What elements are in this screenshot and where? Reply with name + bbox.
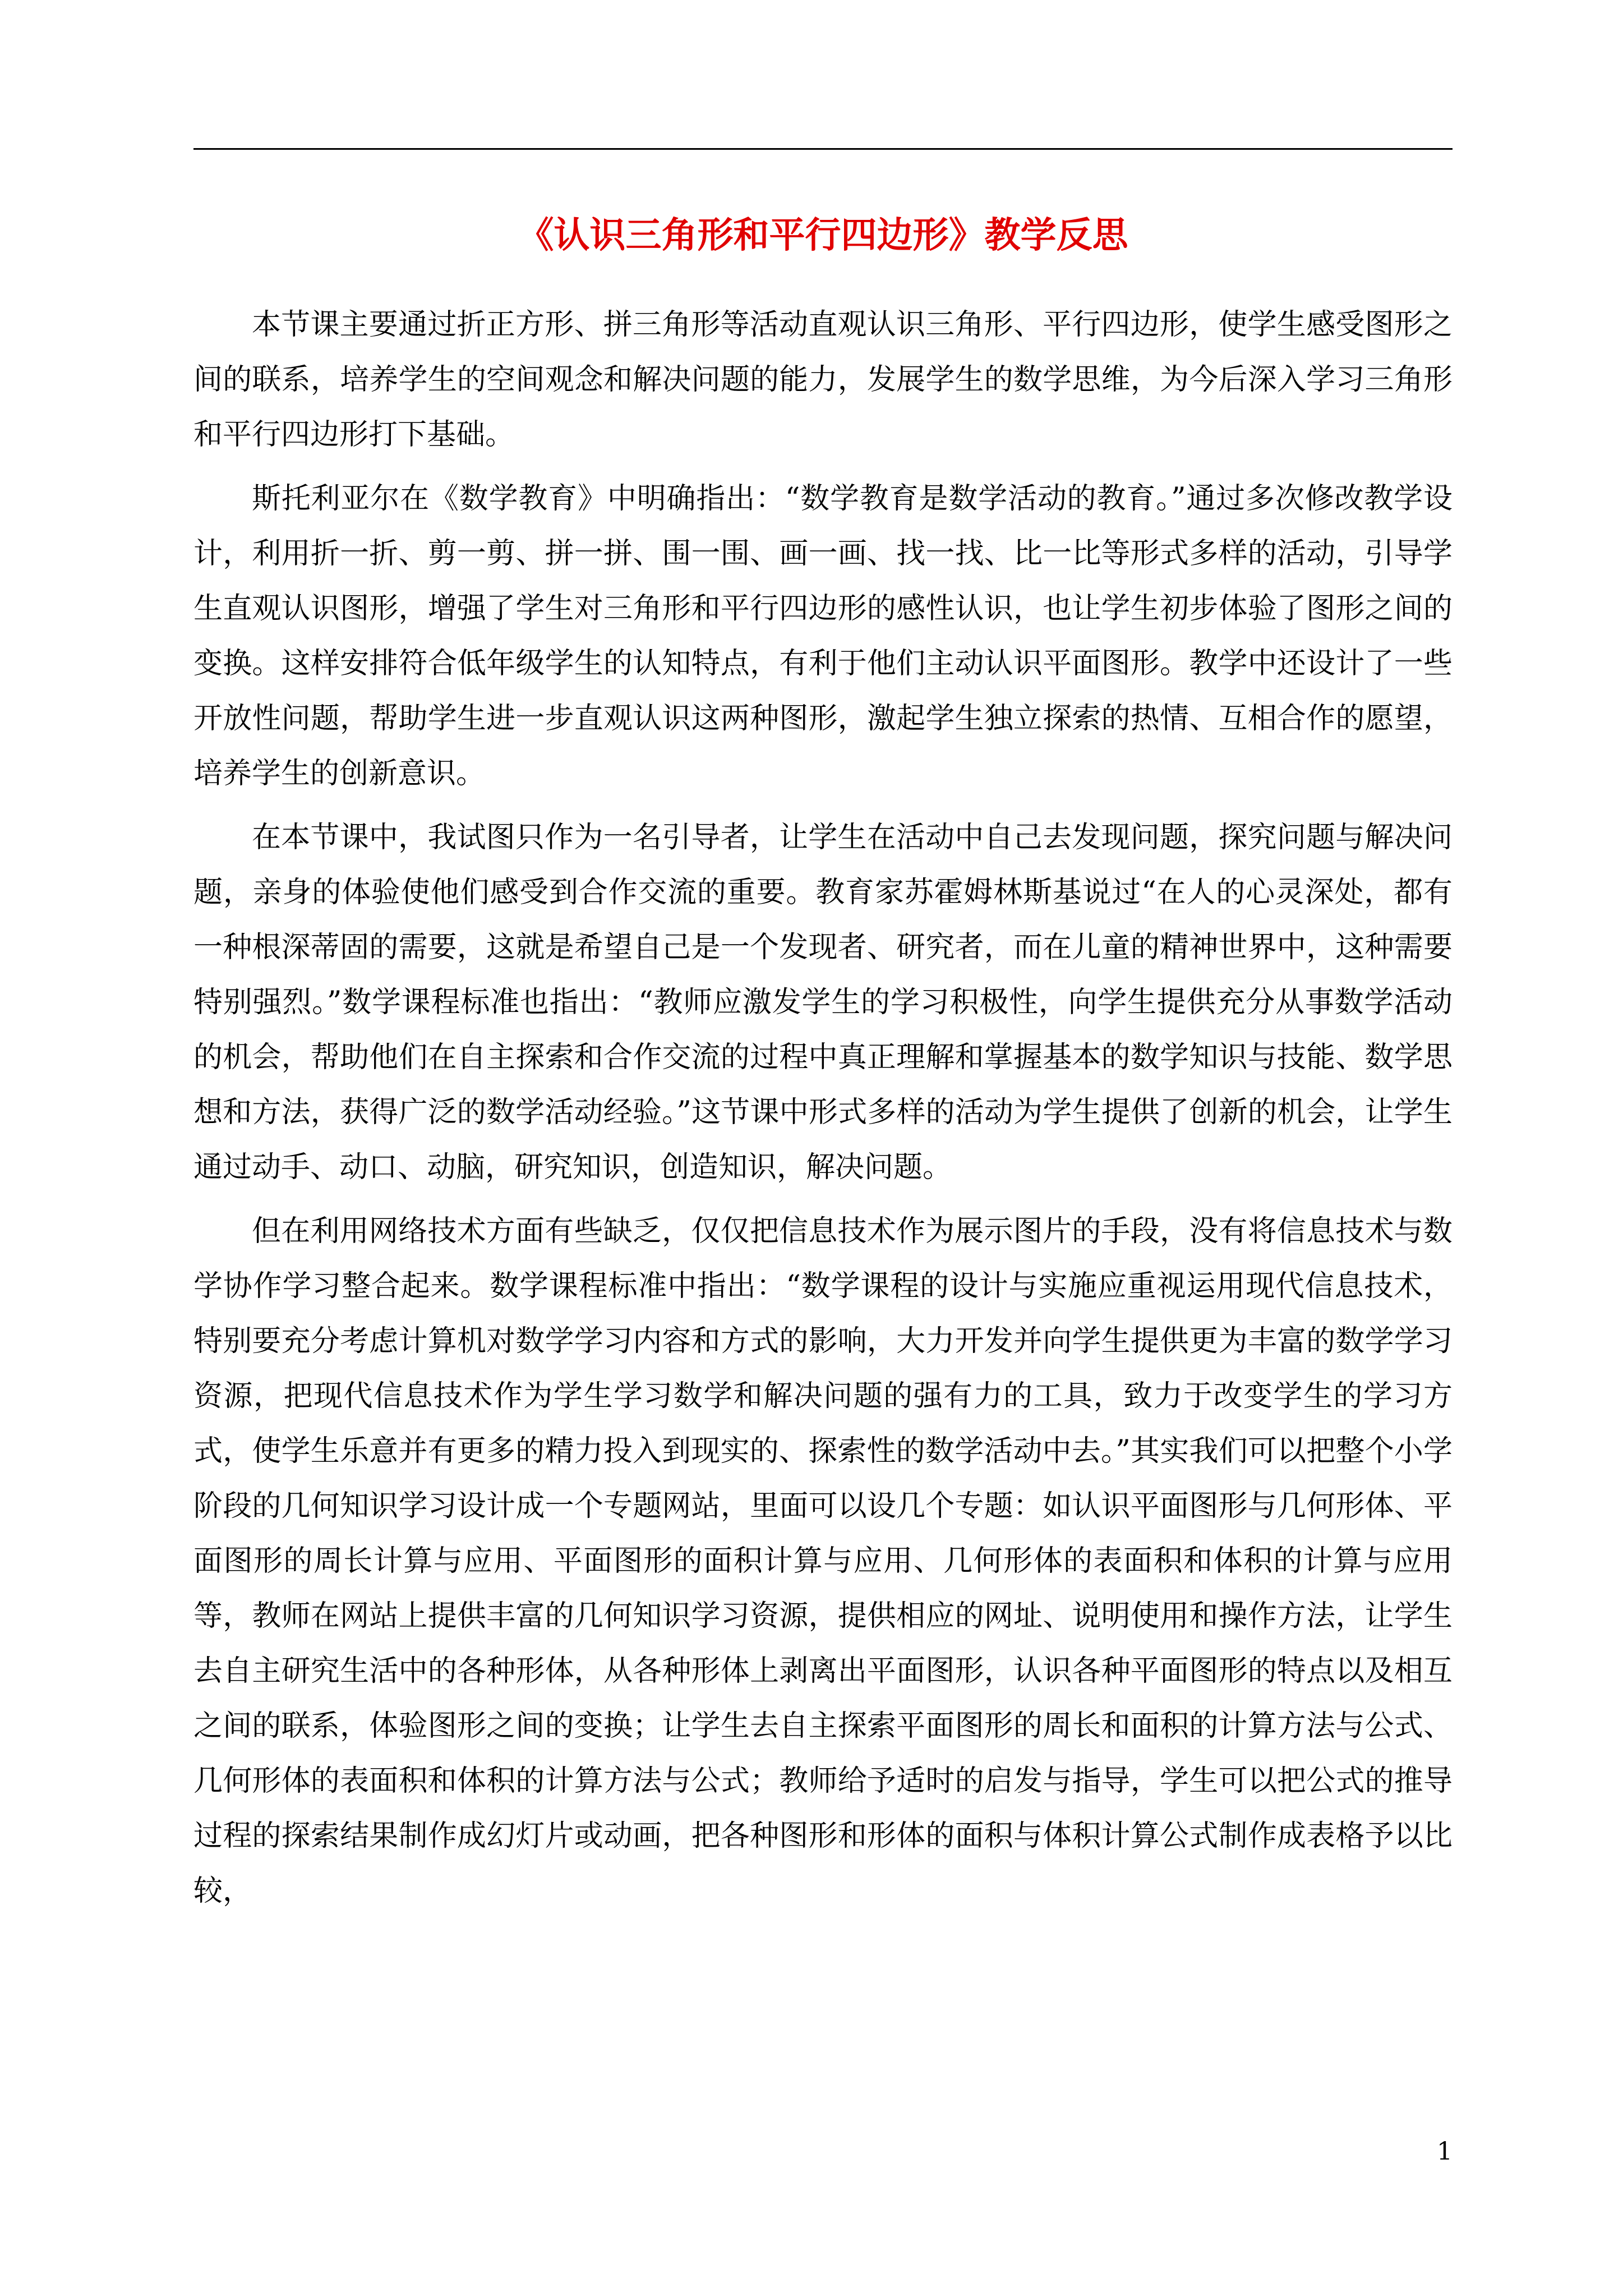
- header-rule: [193, 148, 1453, 150]
- paragraph-1: 本节课主要通过折正方形、拼三角形等活动直观认识三角形、平行四边形，使学生感受图形之间的联系，培养学生的空间观念和解决问题的能力，发展学生的数学思维，为今后深入学习三角形和平行四边形打下基础。: [193, 308, 1453, 452]
- document-body: [193, 297, 1453, 1927]
- document-title: 《认识三角形和平行四边形》教学反思: [518, 214, 1128, 256]
- paragraph-2: 斯托利亚尔在《数学教育》中明确指出：“数学教育是数学活动的教育。”通过多次修改教学设计，利用折一折、剪一剪、拼一拼、围一围、画一画、找一找、比一比等形式多样的活动，引导学生直观认识图形，增强了学生对三角形和平行四边形的感性认识，也让学生初步体验了图形之间的变换。这样安排符合低年级学生的认知特点，有利于他们主动认识平面图形。教学中还设计了一些开放性问题，帮助学生进一步直观认识这两种图形，激起学生独立探索的热情、互相合作的愿望，培养学生的创新意识。: [193, 482, 1453, 790]
- paragraph-3: 在本节课中，我试图只作为一名引导者，让学生在活动中自己去发现问题，探究问题与解决问题，亲身的体验使他们感受到合作交流的重要。教育家苏霍姆林斯基说过“在人的心灵深处，都有一种根深蒂固的需要，这就是希望自己是一个发现者、研究者，而在儿童的精神世界中，这种需要特别强烈。”数学课程标准也指出：“教师应激发学生的学习积极性，向学生提供充分从事数学活动的机会，帮助他们在自主探索和合作交流的过程中真正理解和掌握基本的数学知识与技能、数学思想和方法，获得广泛的数学活动经验。”这节课中形式多样的活动为学生提供了创新的机会，让学生通过动手、动口、动脑，研究知识，创造知识，解决问题。: [193, 821, 1453, 1184]
- paragraph-4: 但在利用网络技术方面有些缺乏，仅仅把信息技术作为展示图片的手段，没有将信息技术与数学协作学习整合起来。数学课程标准中指出：“数学课程的设计与实施应重视运用现代信息技术，特别要充分考虑计算机对数学学习内容和方式的影响，大力开发并向学生提供更为丰富的数学学习资源，把现代信息技术作为学生学习数学和解决问题的强有力的工具，致力于改变学生的学习方式，使学生乐意并有更多的精力投入到现实的、探索性的数学活动中去。”其实我们可以把整个小学阶段的几何知识学习设计成一个专题网站，里面可以设几个专题：如认识平面图形与几何形体、平面图形的周长计算与应用、平面图形的面积计算与应用、几何形体的表面积和体积的计算与应用等，教师在网站上提供丰富的几何知识学习资源，提供相应的网址、说明使用和操作方法，让学生去自主研究生活中的各种形体，从各种形体上剥离出平面图形，认识各种平面图形的特点以及相互之间的联系，体验图形之间的变换；让学生去自主探索平面图形的周长和面积的计算方法与公式、几何形体的表面积和体积的计算方法与公式；教师给予适时的启发与指导，学生可以把公式的推导过程的探索结果制作成幻灯片或动画，把各种图形和形体的面积与体积计算公式制作成表格予以比较，: [193, 1214, 1453, 1908]
- page-number: 1: [1437, 2137, 1453, 2166]
